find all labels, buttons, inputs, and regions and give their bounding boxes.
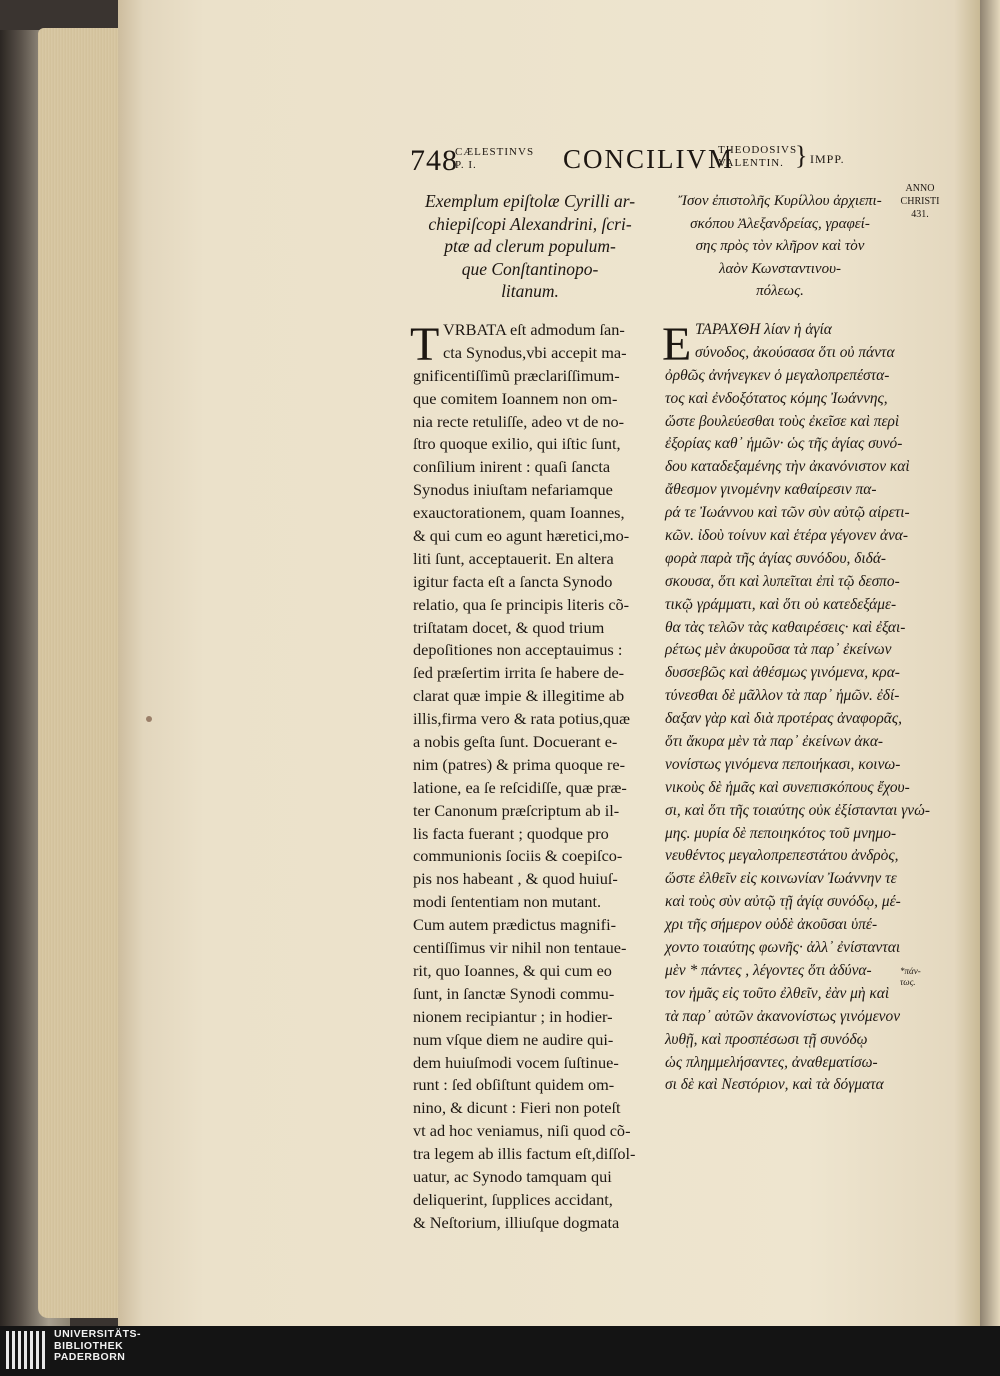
text-line: τον ἡμᾶς εἰς τοῦτο ἐλθεῖν, ἐὰν μὴ καὶ xyxy=(665,984,890,1002)
text-line: ſtro quoque exilio, qui iſtic ſunt, xyxy=(413,434,621,454)
text-line: & Neſtorium, illiuſque dogmata xyxy=(413,1212,620,1232)
text-line: igitur facta eſt a ſancta Synodo xyxy=(413,571,613,591)
text-line: λυθῇ, καὶ προσπέσωσι τῇ συνόδῳ xyxy=(665,1030,868,1048)
margin-note-line3: 431. xyxy=(911,209,929,220)
pope-name xyxy=(455,146,534,172)
paper-stain xyxy=(146,716,152,722)
emperor-line2: VALENTIN. xyxy=(718,157,784,169)
greek-title xyxy=(660,190,900,303)
text-line: ρέτως μὲν ἀκυροῦσα τὰ παρ᾽ ἐκείνων xyxy=(665,641,892,659)
header-brace: } xyxy=(795,141,808,170)
text-line: communionis ſociis & coepiſco- xyxy=(413,846,623,866)
library-name-line1: UNIVERSITÄTS- xyxy=(54,1328,142,1340)
text-line: καὶ τοὺς σὺν αὐτῷ τῇ ἁγίᾳ συνόδῳ, μέ- xyxy=(665,893,901,911)
pope-name-line1: CÆLESTINVS xyxy=(455,146,535,158)
latin-title-line: chiepiſcopi Alexandrini, ſcri- xyxy=(428,213,632,234)
text-line: ρά τε Ἰωάννου καὶ τῶν σὺν αὐτῷ αἱρετι- xyxy=(665,504,910,522)
text-line: σι δὲ καὶ Νεστόριον, καὶ τὰ δόγματα xyxy=(665,1076,884,1094)
text-line: pis nos habeant , & quod huiuſ- xyxy=(413,869,618,889)
latin-title-line: litanum. xyxy=(501,281,559,301)
library-name-line3: PADERBORN xyxy=(54,1351,126,1363)
text-line: ἄθεσμον γινομένην καθαίρεσιν πα- xyxy=(665,481,877,499)
text-line: deliquerint, ſupplices accidant, xyxy=(413,1189,613,1209)
text-line: centiſſimus vir nihil non tentaue- xyxy=(413,938,627,958)
text-line: φορὰ παρὰ τῆς ἁγίας συνόδου, διδά- xyxy=(665,549,887,567)
text-line: conſilium inirent : quaſi ſancta xyxy=(413,457,611,477)
text-line: σύνοδος, ἀκούσασα ὅτι οὐ πάντα xyxy=(695,343,895,361)
text-line: ter Canonum præſcriptum ab il- xyxy=(413,800,620,820)
text-line: Synodus iniuſtam nefariamque xyxy=(413,480,613,500)
imperatores-label: IMPP. xyxy=(810,152,845,166)
text-line: ὥστε βουλεύεσθαι τοὺς ἐκεῖσε καὶ περὶ xyxy=(665,412,900,430)
asterisk-note-line2: τως. xyxy=(900,977,916,987)
text-line: rit, quo Ioannes, & qui cum eo xyxy=(413,960,612,980)
text-line: ΤΑΡΑΧΘΗ λίαν ἡ ἁγία xyxy=(695,321,832,338)
text-line: num vſque diem ne audire qui- xyxy=(413,1029,614,1049)
text-line: modi ſententiam non mutant. xyxy=(413,892,602,912)
latin-text-column xyxy=(413,319,658,1235)
text-line: nino, & dicunt : Fieri non poteſt xyxy=(413,1098,621,1118)
running-title: CONCILIVM xyxy=(563,144,734,174)
text-line: nia recte retuliſſe, adeo vt de no- xyxy=(413,411,625,431)
asterisk-margin-note xyxy=(900,966,921,988)
emperor-line1: THEODOSIVS xyxy=(718,144,798,156)
text-line: χρι τῆς σήμερον οὐδὲ ἀκοῦσαι ὑπέ- xyxy=(665,916,878,934)
text-line: dem huiuſmodi vocem ſuſtinue- xyxy=(413,1052,619,1072)
asterisk-note-line1: *πάν- xyxy=(900,966,921,976)
greek-drop-cap: Ε xyxy=(662,318,692,371)
text-line: clarat quæ impie & illegitime ab xyxy=(413,686,625,706)
text-line: a nobis geſta ſunt. Docuerant e- xyxy=(413,732,618,752)
margin-note-line2: CHRISTI xyxy=(900,196,940,207)
text-line: vt ad hoc veniamus, niſi quod cõ- xyxy=(413,1121,631,1141)
pope-name-line2: P. I. xyxy=(455,159,477,171)
text-line: latione, ea ſe reſcidiſſe, quæ præ- xyxy=(413,777,627,797)
text-line: τύνεσθαι δὲ μᾶλλον τὰ παρ᾽ ἡμῶν. ἐδί- xyxy=(665,687,900,705)
text-line: δου καταδεξαμένης τὴν ἀκανόνιστον καὶ xyxy=(665,458,910,476)
margin-note-year xyxy=(895,182,945,221)
text-line: triſtatam docet, & quod trium xyxy=(413,617,605,637)
text-line: νευθέντος μεγαλοπρεπεστάτου ἀνδρὸς, xyxy=(665,847,899,865)
text-line: δαξαν γὰρ καὶ διὰ προτέρας ἀναφορᾶς, xyxy=(665,710,902,728)
text-line: ὥστε ἐλθεῖν εἰς κοινωνίαν Ἰωάννην τε xyxy=(665,870,897,888)
text-line: κῶν. ἰδοὺ τοίνυν καὶ ἑτέρα γέγονεν ἀνα- xyxy=(665,527,908,545)
library-name-line2: BIBLIOTHEK xyxy=(54,1339,124,1352)
text-line: depoſitiones non acceptauimus : xyxy=(413,640,623,660)
page-number: 748 xyxy=(410,144,458,177)
text-line: ὀρθῶς ἀνήνεγκεν ὁ μεγαλοπρεπέστα- xyxy=(665,366,890,384)
text-line: τὰ παρ᾽ αὐτῶν ἀκανονίστως γινόμενον xyxy=(665,1007,901,1025)
text-line: & qui cum eo agunt hæretici,mo- xyxy=(413,526,630,546)
text-line: τικῷ γράμματι, καὶ ὅτι οὐ κατεδεξάμε- xyxy=(665,595,897,613)
text-line: νικοὺς δὲ ἡμᾶς καὶ συνεπισκόπους ἔχου- xyxy=(665,778,910,796)
text-line: χοντο τοιαύτης φωνῆς· ἀλλ᾽ ἐνίστανται xyxy=(665,939,901,957)
text-line: runt : ſed obſiſtunt quidem om- xyxy=(413,1075,615,1095)
text-line: nionem recipiantur ; in hodier- xyxy=(413,1006,613,1026)
facing-page-edge xyxy=(980,0,1000,1326)
latin-drop-cap: T xyxy=(410,318,440,371)
text-line: que comitem Ioannem non om- xyxy=(413,388,618,408)
text-line: Cum autem prædictus magnifi- xyxy=(413,915,617,935)
text-line: ἐξορίας καθ᾽ ἡμῶν· ὡς τῆς ἁγίας συνό- xyxy=(665,435,903,453)
greek-title-line: σκόπου Ἀλεξανδρείας, γραφεί- xyxy=(690,215,870,232)
latin-title-line: ptæ ad clerum populum- xyxy=(444,236,616,256)
text-line: tra legem ab illis factum eſt,diſſol- xyxy=(413,1144,636,1164)
text-line: μὲν * πάντες , λέγοντες ὅτι ἀδύνα- xyxy=(665,961,872,979)
latin-title-line: Exemplum epiſtolæ Cyrilli ar- xyxy=(424,191,636,211)
text-line: σκουσα, ὅτι καὶ λυπεῖται ἐπὶ τῷ δεσπο- xyxy=(665,572,900,590)
text-line: σι, καὶ ὅτι τῆς τοιαύτης οὐκ ἐξίστανται γνώ- xyxy=(665,801,930,819)
text-line: ſunt, in ſanctæ Synodi commu- xyxy=(413,983,615,1003)
text-line: VRBATA eſt admodum ſan- xyxy=(443,320,625,339)
greek-title-line: πόλεως. xyxy=(756,283,804,299)
running-header xyxy=(410,140,890,180)
margin-note-line1: ANNO xyxy=(905,183,935,194)
page-edges xyxy=(38,28,130,1318)
emperor-names xyxy=(718,144,797,170)
latin-title xyxy=(405,190,655,303)
text-line: lis facta fuerant ; quodque pro xyxy=(413,823,609,843)
text-line: μης. μυρία δὲ πεποιηκότος τοῦ μνημο- xyxy=(665,824,897,842)
latin-title-line: que Conſtantinopo- xyxy=(461,258,599,279)
library-logo-icon xyxy=(6,1331,48,1369)
library-footer-bar xyxy=(0,1326,1000,1376)
text-line: relatio, qua ſe principis literis cõ- xyxy=(413,594,630,614)
library-name xyxy=(54,1329,141,1364)
text-line: liti ſunt, acceptauerit. En altera xyxy=(413,548,614,568)
greek-text-column xyxy=(665,319,930,1097)
greek-title-line: σης πρὸς τὸν κλῆρον καὶ τὸν xyxy=(695,238,865,254)
text-line: ſed præſertim irrita ſe habere de- xyxy=(413,663,625,683)
text-line: nim (patres) & prima quoque re- xyxy=(413,754,626,774)
text-line: ὅτι ἄκυρα μὲν τὰ παρ᾽ ἐκείνων ἀκα- xyxy=(665,733,884,751)
greek-title-line: Ἴσον ἐπιστολῆς Κυρίλλου ἀρχιεπι- xyxy=(678,193,882,209)
text-line: gnificentiſſimũ præclariſſimum- xyxy=(413,365,620,385)
text-line: δυσσεβῶς καὶ ἀθέσμως γινόμενα, κρα- xyxy=(665,664,900,682)
text-line: θα τὰς τελῶν τὰς καθαιρέσεις· καὶ ἐξαι- xyxy=(665,618,906,636)
text-line: illis,firma vero & rata potius,quæ xyxy=(413,709,631,729)
text-line: cta Synodus,vbi accepit ma- xyxy=(443,342,627,362)
text-line: ὡς πλημμελήσαντες, ἀναθεματίσω- xyxy=(665,1053,878,1071)
text-line: uatur, ac Synodo tamquam qui xyxy=(413,1166,612,1186)
text-line: exauctorationem, quam Ioannes, xyxy=(413,503,625,523)
text-line: νονίστως γινόμενα πεποιήκασι, κοινω- xyxy=(665,755,901,773)
greek-title-line: λαὸν Κωνσταντινου- xyxy=(719,260,841,277)
text-line: τος καὶ ἐνδοξότατος κόμης Ἰωάννης, xyxy=(665,389,888,407)
